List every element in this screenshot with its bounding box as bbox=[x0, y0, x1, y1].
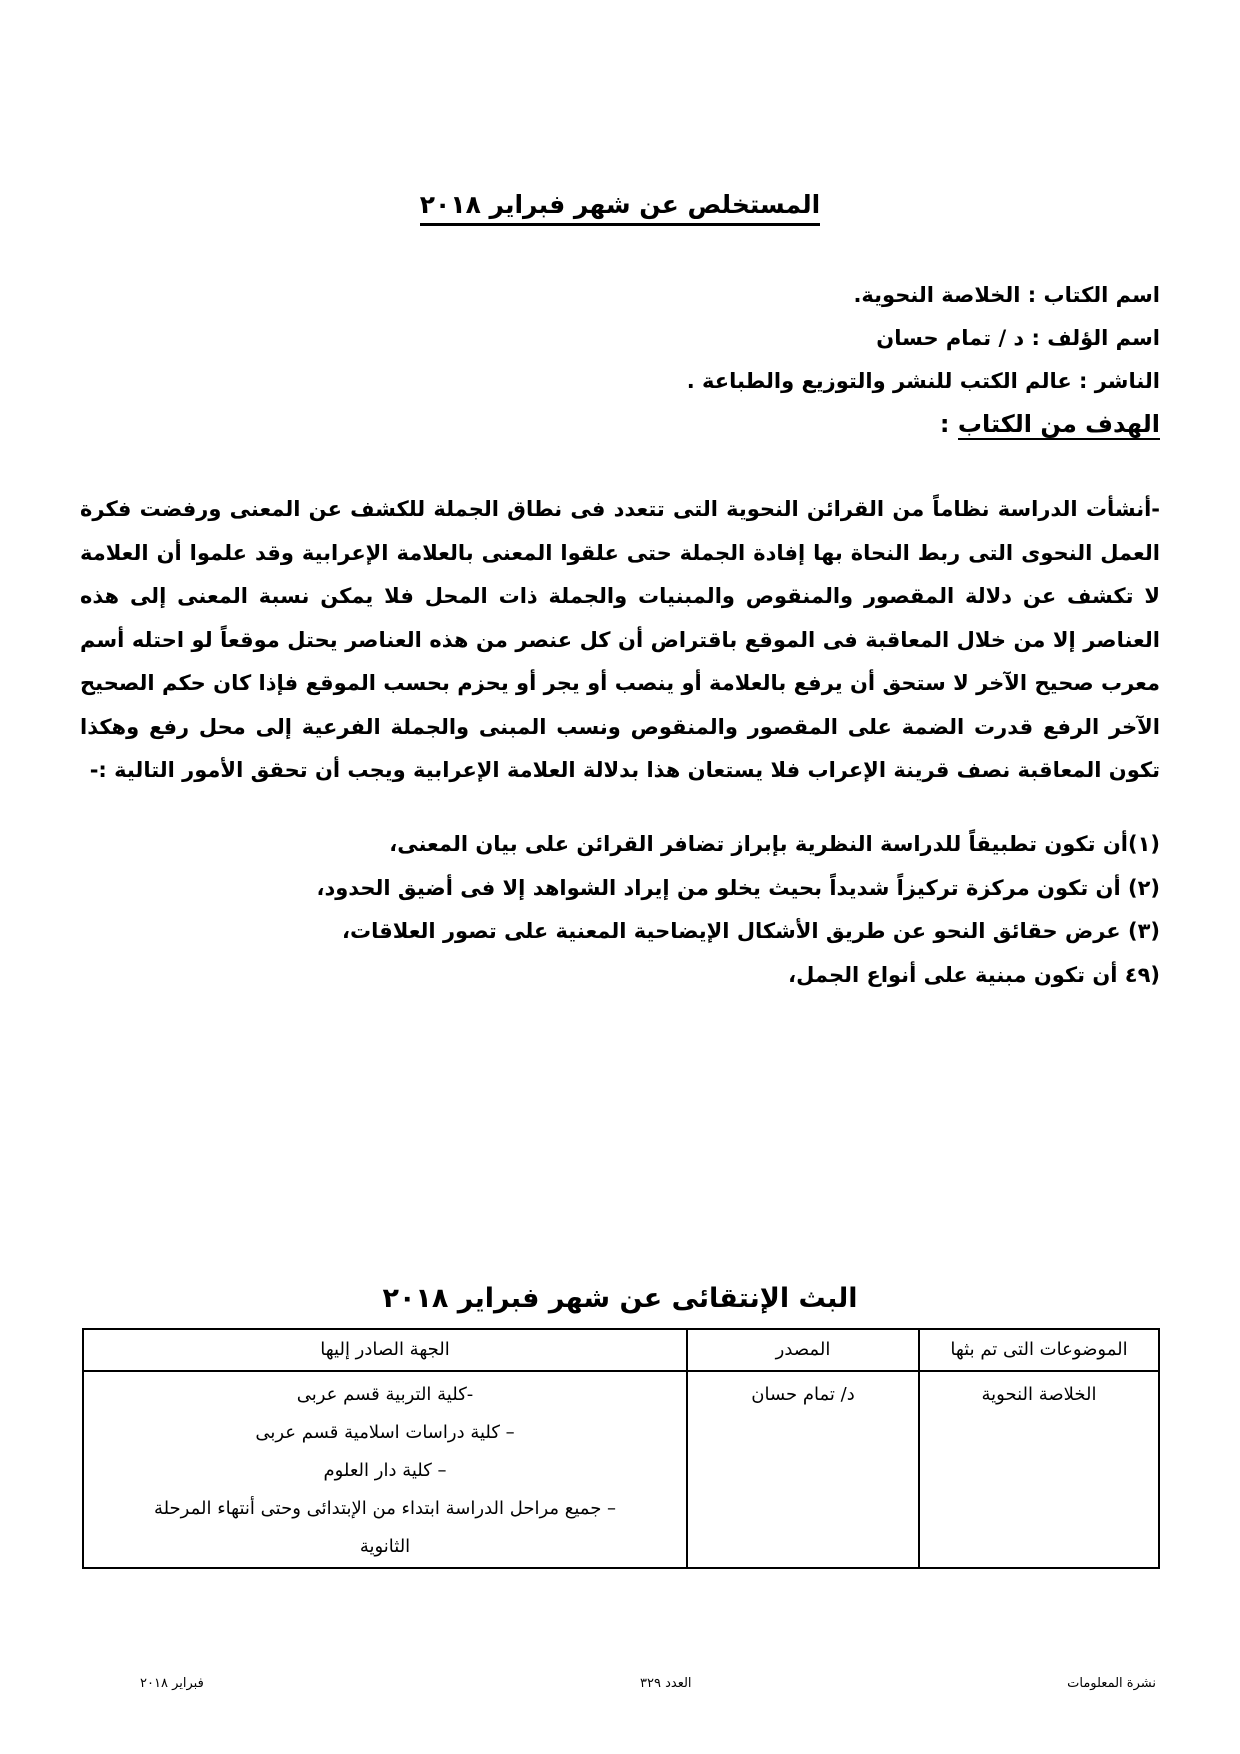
header-topics: الموضوعات التى تم بثها bbox=[919, 1329, 1159, 1371]
destination-item: الثانوية bbox=[359, 1536, 411, 1557]
page-title bbox=[0, 190, 1240, 219]
header-destination: الجهة الصادر إليها bbox=[83, 1329, 687, 1371]
goal-heading-colon: : bbox=[939, 410, 950, 438]
destination-item: – كلية دار العلوم bbox=[323, 1460, 447, 1481]
broadcast-section-title: البث الإنتقائى عن شهر فبراير ٢٠١٨ bbox=[382, 1283, 858, 1314]
objective-item: (٣) عرض حقائق النحو عن طريق الأشكال الإيضاحية المعنية على تصور العلاقات، bbox=[342, 919, 1160, 943]
objective-item: (٤٩ أن تكون مبنية على أنواع الجمل، bbox=[788, 962, 1160, 987]
cell-destinations bbox=[83, 1371, 687, 1568]
cell-topic bbox=[919, 1371, 1159, 1568]
destination-item: -كلية التربية قسم عربى bbox=[296, 1384, 474, 1405]
book-publisher: الناشر : عالم الكتب للنشر والتوزيع والطباعة . bbox=[686, 369, 1160, 393]
objective-item: (١)أن تكون تطبيقاً للدراسة النظرية بإبراز تضافر القرائن على بيان المعنى، bbox=[389, 832, 1160, 856]
broadcast-table bbox=[82, 1328, 1160, 1569]
destination-item: – كلية دراسات اسلامية قسم عربى bbox=[255, 1422, 515, 1443]
book-info bbox=[80, 274, 1160, 446]
header-source: المصدر bbox=[687, 1329, 919, 1371]
objective-item: (٢) أن تكون مركزة تركيزاً شديداً بحيث يخلو من إيراد الشواهد إلا فى أضيق الحدود، bbox=[316, 875, 1160, 900]
page-title-text: المستخلص عن شهر فبراير ٢٠١٨ bbox=[420, 190, 820, 226]
table-row bbox=[83, 1371, 1159, 1568]
goal-heading bbox=[80, 403, 1160, 446]
footer-date: فبراير ٢٠١٨ bbox=[140, 1676, 204, 1691]
topic-text: الخلاصة النحوية bbox=[981, 1384, 1097, 1405]
cell-source bbox=[687, 1371, 919, 1568]
page-footer bbox=[140, 1676, 1156, 1696]
goal-heading-text: الهدف من الكتاب bbox=[957, 410, 1160, 438]
book-author: اسم الؤلف : د / تمام حسان bbox=[876, 326, 1160, 350]
book-name: اسم الكتاب : الخلاصة النحوية. bbox=[853, 283, 1160, 307]
goal-paragraph: -أنشأت الدراسة نظاماً من القرائن النحوية التى تتعدد فى نطاق الجملة للكشف عن المعنى ورفضت فكرة العمل النحوى التى ربط النحاة بها إفادة الجملة حتى علقوا المعنى بالعلامة الإعرابية وقد علموا أن العلامة لا تكشف عن دلالة المقصور والمنقوص والمبنيات والجملة ذات المحل فلا يمكن نسبة المعنى إلى هذه العناصر إلا من خلال المعاقبة فى الموقع باقتراض أن كل عنصر من هذه العناصر يحتل موقعاً لو احتله أسم معرب صحيح الآخر لا ستحق أن يرفع بالعلامة أو ينصب أو يجر أو يحزم بحسب الموقع فإذا كان حكم الصحيح الآخر الرفع قدرت الضمة على المقصور والمنقوص ونسب المبنى والجملة الفرعية إلى محل رفع وهكذا تكون المعاقبة نصف قرينة الإعراب فلا يستعان هذا بدلالة العلامة الإعرابية ويجب أن تحقق الأمور التالية :- bbox=[80, 497, 1160, 782]
table-header-row bbox=[83, 1329, 1159, 1371]
footer-publication: نشرة المعلومات bbox=[1067, 1676, 1156, 1691]
footer-issue: العدد ٣٢٩ bbox=[640, 1676, 692, 1691]
objectives-list bbox=[80, 823, 1160, 997]
source-text: د/ تمام حسان bbox=[751, 1384, 855, 1405]
destination-item: – جميع مراحل الدراسة ابتداء من الإبتدائى وحتى أنتهاء المرحلة bbox=[153, 1498, 617, 1519]
